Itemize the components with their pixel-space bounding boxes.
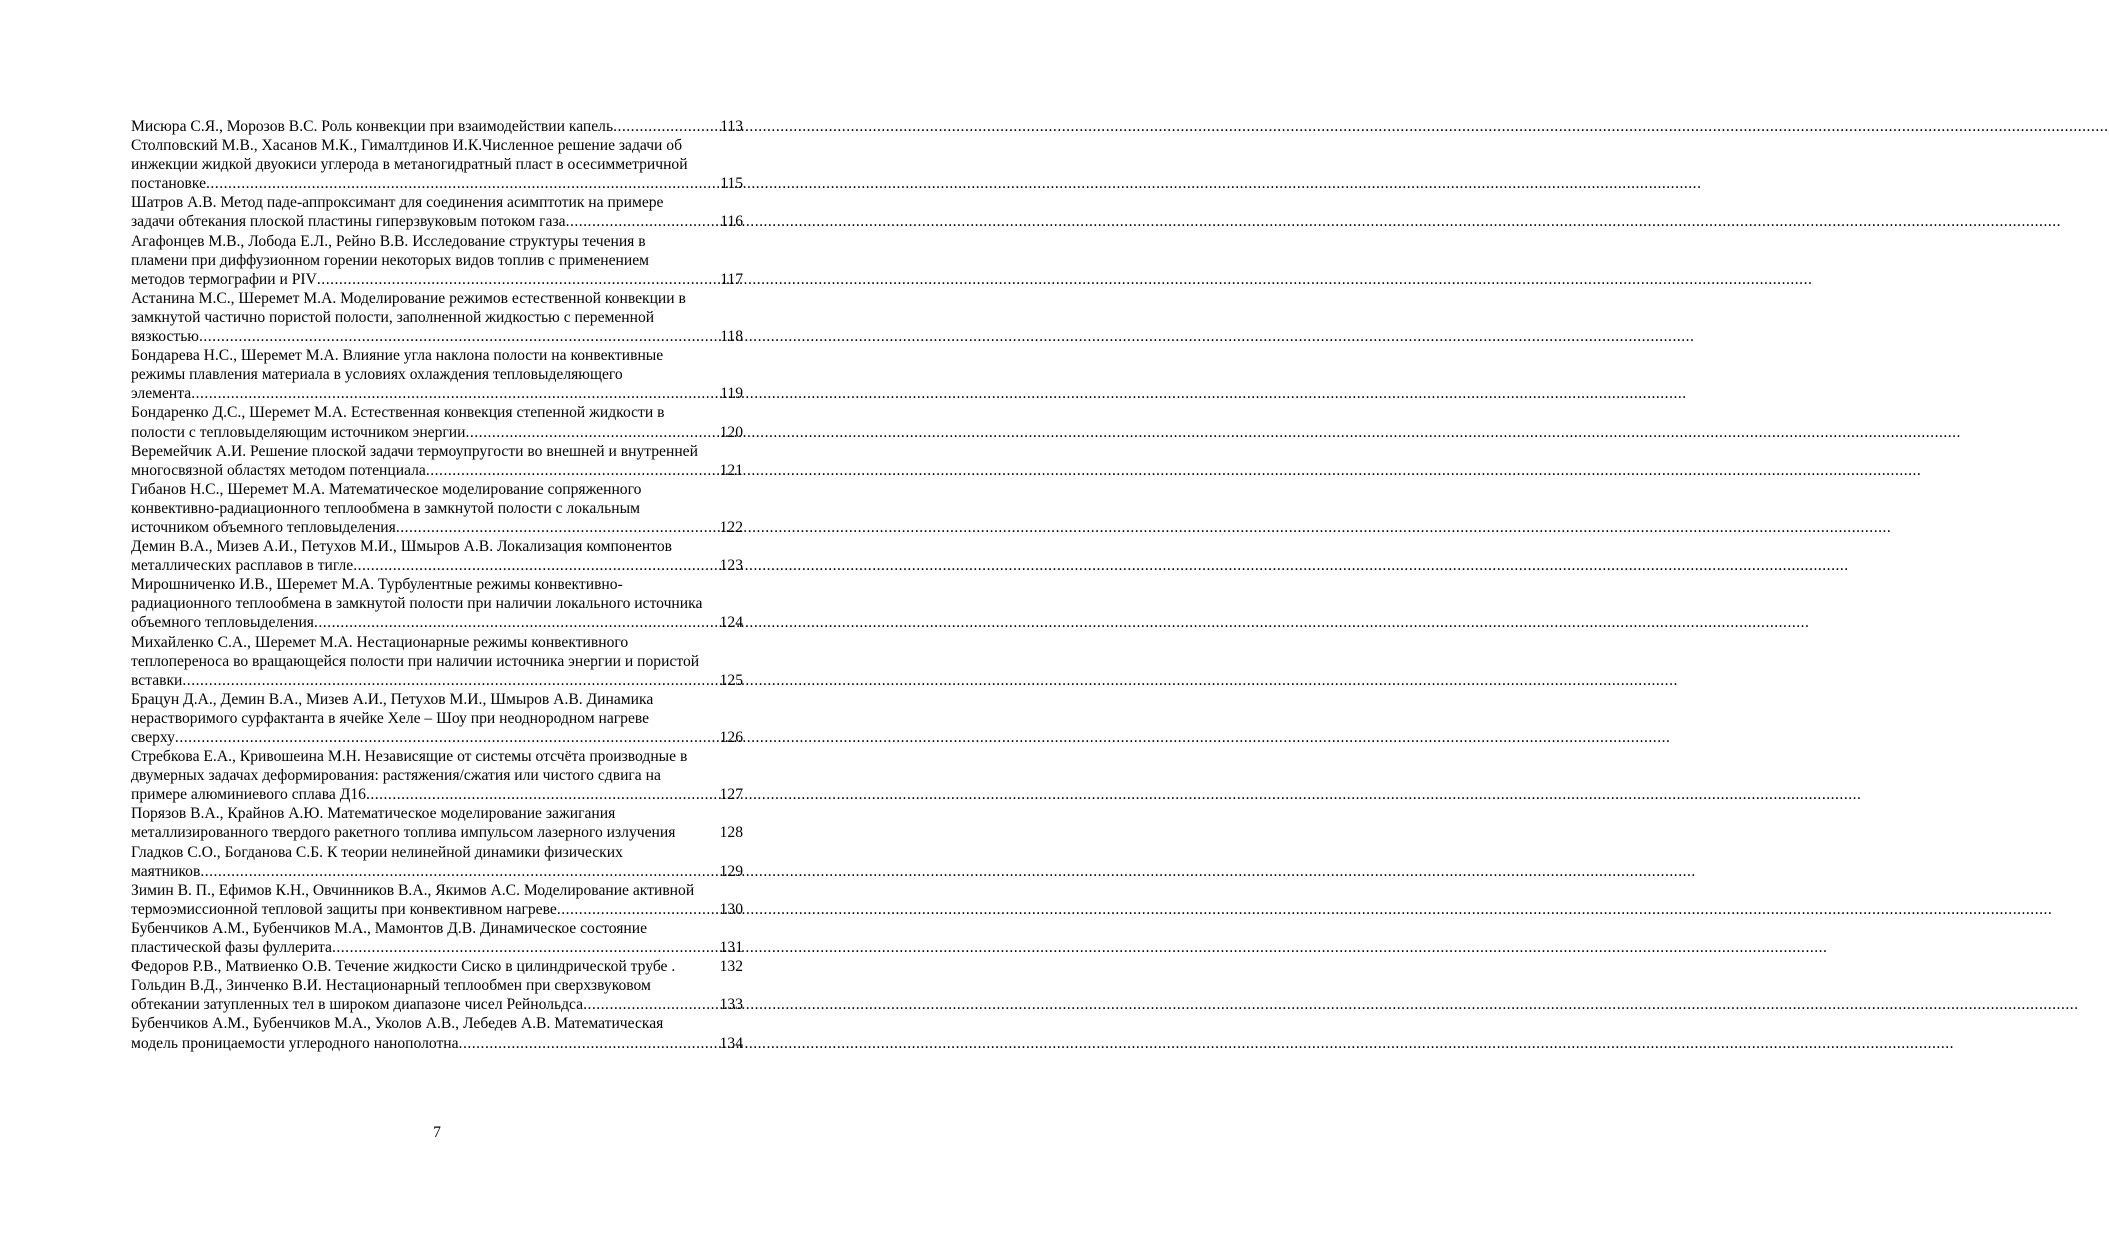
dot-leader bbox=[332, 938, 720, 957]
toc-entry-title-end: объемного тепловыделения bbox=[131, 614, 314, 632]
table-of-contents bbox=[131, 117, 743, 1053]
toc-page-number: 113 bbox=[720, 118, 743, 135]
toc-entry-line: Бубенчиков А.М., Бубенчиков М.А., Уколов А.В., Лебедев А.В. Математическая bbox=[131, 1015, 664, 1033]
toc-entry bbox=[131, 403, 743, 441]
toc-entry-title-end: источником объемного тепловыделения bbox=[131, 518, 396, 536]
toc-page-number: 124 bbox=[719, 614, 743, 632]
toc-entry bbox=[131, 289, 743, 346]
toc-entry-last-line bbox=[131, 995, 743, 1014]
toc-entry bbox=[131, 919, 743, 957]
toc-entry bbox=[131, 537, 743, 575]
toc-entry-line: Стребкова Е.А., Кривошеина М.Н. Независящие от системы отсчёта производные в bbox=[131, 748, 688, 766]
toc-entry-title-end: пластической фазы фуллерита bbox=[131, 939, 332, 957]
toc-entry-last-line bbox=[131, 327, 743, 346]
toc-entry-line: Бубенчиков А.М., Бубенчиков М.А., Мамонтов Д.В. Динамическое состояние bbox=[131, 919, 648, 937]
dot-leader bbox=[557, 900, 720, 919]
toc-entry-last-line bbox=[131, 518, 743, 537]
toc-page-number: 116 bbox=[720, 213, 743, 231]
toc-entry-title-end: модель проницаемости углеродного нанополотна bbox=[131, 1034, 459, 1052]
dot-leader bbox=[314, 613, 720, 632]
toc-entry-line: Брацун Д.А., Демин В.А., Мизев А.И., Петухов М.И., Шмыров А.В. Динамика bbox=[131, 690, 654, 708]
toc-entry-title-end: вставки bbox=[131, 671, 183, 689]
toc-entry-last-line bbox=[131, 671, 743, 690]
toc-page-number: 117 bbox=[720, 270, 743, 288]
toc-entry bbox=[131, 480, 743, 537]
toc-entry-title-end: металлических расплавов в тигле bbox=[131, 557, 354, 575]
toc-entry-title-end: многосвязной областях методом потенциала bbox=[131, 461, 426, 479]
dot-leader bbox=[366, 785, 720, 804]
toc-entry-title-end: маятников bbox=[131, 862, 201, 880]
dot-leader bbox=[191, 384, 720, 403]
toc-entry-line: нерастворимого сурфактанта в ячейке Хеле – Шоу при неоднородном нагреве bbox=[131, 709, 650, 727]
toc-entry-last-line bbox=[131, 212, 743, 231]
dot-leader bbox=[175, 728, 720, 747]
toc-page-number: 129 bbox=[719, 862, 743, 880]
toc-entry-last-line bbox=[131, 785, 743, 804]
toc-entry-last-line bbox=[131, 613, 743, 632]
toc-entry-line: Астанина М.С., Шеремет М.А. Моделирование режимов естественной конвекции в bbox=[131, 289, 686, 307]
toc-entry-last-line bbox=[131, 823, 743, 842]
toc-entry bbox=[131, 117, 743, 136]
toc-entry-last-line bbox=[131, 423, 743, 442]
dot-leader bbox=[199, 327, 720, 346]
toc-entry-title-end: постановке bbox=[131, 175, 206, 193]
dot-leader bbox=[396, 518, 720, 537]
toc-entry-title-end: металлизированного твердого ракетного топлива импульсом лазерного излучения bbox=[131, 824, 676, 842]
toc-entry bbox=[131, 690, 743, 747]
toc-entry bbox=[131, 232, 743, 289]
toc-entry bbox=[131, 136, 743, 193]
toc-entry-title-end: методов термографии и PIV bbox=[131, 270, 317, 288]
toc-entry-title-end: примере алюминиевого сплава Д16 bbox=[131, 786, 366, 804]
toc-entry-last-line bbox=[131, 728, 743, 747]
toc-page-number: 132 bbox=[719, 958, 743, 976]
toc-entry-last-line bbox=[131, 384, 743, 403]
toc-page-number: 115 bbox=[720, 175, 743, 193]
toc-entry-last-line bbox=[131, 556, 743, 575]
toc-entry-line: теплопереноса во вращающейся полости при наличии источника энергии и пористой bbox=[131, 652, 700, 670]
toc-entry-last-line bbox=[131, 117, 743, 136]
toc-entry-line: двумерных задачах деформирования: растяжения/сжатия или чистого сдвига на bbox=[131, 767, 661, 785]
toc-entry-line: конвективно-радиационного теплообмена в замкнутой полости с локальным bbox=[131, 499, 640, 517]
toc-entry-last-line bbox=[131, 957, 743, 976]
toc-entry-line: замкнутой частично пористой полости, заполненной жидкостью с переменной bbox=[131, 308, 655, 326]
toc-entry-line: инжекции жидкой двуокиси углерода в метаногидратный пласт в осесимметричной bbox=[131, 156, 688, 174]
dot-leader bbox=[566, 212, 721, 231]
page-number: 7 bbox=[433, 1124, 441, 1141]
toc-entry bbox=[131, 976, 743, 1014]
toc-page-number: 134 bbox=[719, 1034, 743, 1052]
toc-entry-line: Порязов В.А., Крайнов А.Ю. Математическое моделирование зажигания bbox=[131, 805, 616, 823]
toc-entry-title-end: термоэмиссионной тепловой защиты при конвективном нагреве bbox=[131, 900, 557, 918]
toc-entry-line: Шатров А.В. Метод паде-аппроксимант для соединения асимптотик на примере bbox=[131, 194, 664, 212]
toc-entry-title-end: Мисюра С.Я., Морозов В.С. Роль конвекции при взаимодействии капель bbox=[131, 118, 614, 135]
toc-page-number: 125 bbox=[719, 671, 743, 689]
dot-leader bbox=[182, 671, 719, 690]
toc-entry-last-line bbox=[131, 862, 743, 881]
toc-page-number: 126 bbox=[719, 729, 743, 746]
toc-entry-line: Демин В.А., Мизев А.И., Петухов М.И., Шмыров А.В. Локализация компонентов bbox=[131, 538, 673, 556]
toc-entry-last-line bbox=[131, 461, 743, 480]
toc-entry-title-end: сверху bbox=[131, 729, 175, 746]
toc-entry-last-line bbox=[131, 938, 743, 957]
toc-entry-title-end: элемента bbox=[131, 385, 192, 403]
toc-entry bbox=[131, 193, 743, 231]
toc-entry-title-end: Федоров Р.В., Матвиенко О.В. Течение жидкости Сиско в цилиндрической трубе . bbox=[131, 958, 676, 976]
toc-page-number: 118 bbox=[720, 328, 743, 346]
toc-entry-title-end: обтекании затупленных тел в широком диапазоне чисел Рейнольдса bbox=[131, 996, 584, 1014]
toc-entry-line: Мирошниченко И.В., Шеремет М.А. Турбулентные режимы конвективно- bbox=[131, 576, 623, 594]
toc-page-number: 119 bbox=[720, 385, 743, 403]
toc-entry-last-line bbox=[131, 1034, 743, 1053]
toc-entry-line: Михайленко С.А., Шеремет М.А. Нестационарные режимы конвективного bbox=[131, 633, 629, 651]
toc-entry-line: Бондаренко Д.С., Шеремет М.А. Естественная конвекция степенной жидкости в bbox=[131, 404, 665, 422]
toc-entry-line: Гладков С.О., Богданова С.Б. К теории нелинейной динамики физических bbox=[131, 843, 623, 861]
dot-leader bbox=[200, 862, 719, 881]
toc-entry-title-end: вязкостью bbox=[131, 328, 199, 346]
toc-entry-last-line bbox=[131, 900, 743, 919]
toc-entry-line: пламени при диффузионном горении некоторых видов топлив с применением bbox=[131, 251, 650, 269]
dot-leader bbox=[465, 423, 719, 442]
toc-entry-last-line bbox=[131, 174, 743, 193]
toc-entry bbox=[131, 575, 743, 632]
toc-entry-line: Гибанов Н.С., Шеремет М.А. Математическое моделирование сопряженного bbox=[131, 480, 642, 498]
toc-entry bbox=[131, 843, 743, 881]
toc-entry bbox=[131, 804, 743, 842]
dot-leader bbox=[613, 117, 720, 136]
toc-page-number: 120 bbox=[719, 423, 743, 441]
toc-entry-line: Гольдин В.Д., Зинченко В.И. Нестационарный теплообмен при сверхзвуковом bbox=[131, 977, 651, 995]
toc-entry-line: Столповский М.В., Хасанов М.К., Гималтдинов И.К.Численное решение задачи об bbox=[131, 137, 683, 155]
toc-page-number: 127 bbox=[719, 786, 743, 804]
dot-leader bbox=[206, 174, 720, 193]
toc-entry-line: Бондарева Н.С., Шеремет М.А. Влияние угла наклона полости на конвективные bbox=[131, 347, 664, 365]
toc-entry-title-end: полости с тепловыделяющим источником энергии bbox=[131, 423, 466, 441]
dot-leader bbox=[583, 995, 720, 1014]
dot-leader bbox=[353, 556, 719, 575]
toc-entry-line: Зимин В. П., Ефимов К.Н., Овчинников В.А., Якимов А.С. Моделирование активной bbox=[131, 881, 695, 899]
dot-leader bbox=[317, 270, 720, 289]
toc-entry bbox=[131, 346, 743, 403]
toc-page-number: 122 bbox=[719, 518, 743, 536]
toc-page-number: 123 bbox=[719, 557, 743, 575]
toc-page-number: 131 bbox=[719, 939, 743, 957]
dot-leader bbox=[426, 461, 720, 480]
toc-entry bbox=[131, 442, 743, 480]
toc-page-number: 133 bbox=[719, 996, 743, 1014]
toc-entry-line: радиационного теплообмена в замкнутой полости при наличии локального источника bbox=[131, 595, 703, 613]
toc-entry-title-end: задачи обтекания плоской пластины гиперзвуковым потоком газа bbox=[131, 213, 566, 231]
toc-entry-line: режимы плавления материала в условиях охлаждения тепловыделяющего bbox=[131, 366, 623, 384]
toc-page-number: 121 bbox=[719, 461, 743, 479]
toc-entry bbox=[131, 881, 743, 919]
toc-entry-last-line bbox=[131, 270, 743, 289]
toc-entry-line: Веремейчик А.И. Решение плоской задачи термоупругости во внешней и внутренней bbox=[131, 442, 698, 460]
toc-page-number: 128 bbox=[719, 824, 743, 842]
dot-leader bbox=[459, 1034, 720, 1053]
toc-entry-line: Агафонцев М.В., Лобода Е.Л., Рейно В.В. Исследование структуры течения в bbox=[131, 232, 646, 250]
toc-page-number: 130 bbox=[719, 900, 743, 918]
toc-entry bbox=[131, 957, 743, 976]
toc-entry bbox=[131, 633, 743, 690]
toc-entry bbox=[131, 747, 743, 804]
toc-entry bbox=[131, 1014, 743, 1052]
